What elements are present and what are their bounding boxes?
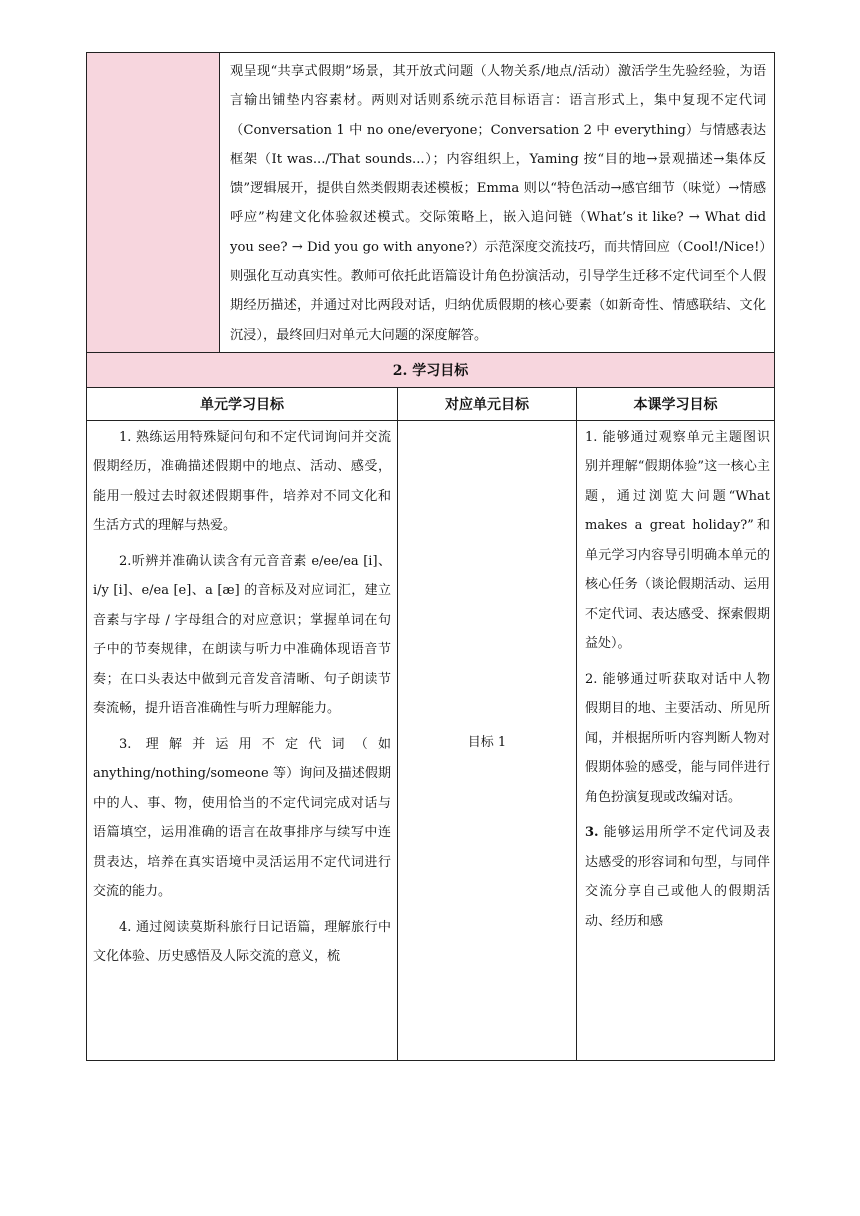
intro-label-cell <box>87 53 220 353</box>
lesson-goal-text: 能够通过听获取对话中人物假期目的地、主要活动、所见所闻，并根据所听内容判断人物对假期体验的感受，能与同伴进行角色扮演复现或改编对话。 <box>585 671 771 805</box>
lesson-goal-item <box>585 423 770 659</box>
col-header-lesson-goals: 本课学习目标 <box>577 387 775 420</box>
unit-goal-item: 1. 熟练运用特殊疑问句和不定代词询问并交流假期经历，准确描述假期中的地点、活动、感受，能用一般过去时叙述假期事件，培养对不同文化和生活方式的理解与热爱。 <box>93 429 391 534</box>
unit-goal-item: 2.听辨并准确认读含有元音音素 e/ee/ea [i]、i/y [i]、e/ea [e]、a [æ] 的音标及对应词汇，建立音素与字母 / 字母组合的对应意识；掌握单词在句子中的节奏规律，在朗读与听力中准确体现语音节奏；在口头表达中做到元音发音清晰、句子朗读节奏流畅，提升语音准确性与听力理解能力。 <box>93 553 391 717</box>
col-header-unit-goals: 单元学习目标 <box>87 387 398 420</box>
intro-row <box>87 53 775 353</box>
lesson-goal-item <box>585 818 770 936</box>
lesson-goal-item <box>585 665 770 813</box>
unit-goal-item: 4. 通过阅读莫斯科旅行日记语篇，理解旅行中文化体验、历史感悟及人际交流的意义，梳 <box>93 919 391 965</box>
lesson-goal-num: 3. <box>585 825 599 841</box>
lesson-plan-table <box>86 52 775 1061</box>
mapped-goal-cell <box>398 420 577 1060</box>
section-title: 2. 学习目标 <box>87 352 775 387</box>
unit-goals-cell <box>87 420 398 1060</box>
unit-goal-item: 3. 理解并运用不定代词（如 anything/nothing/someone 等）询问及描述假期中的人、事、物，使用恰当的不定代词完成对话与语篇填空，运用准确的语言在故事排序与续写中连贯表达，培养在真实语境中灵活运用不定代词进行交流的能力。 <box>93 736 391 900</box>
section-header-row <box>87 352 775 387</box>
intro-text: 观呈现“共享式假期”场景，其开放式问题（人物关系/地点/活动）激活学生先验经验，为语言输出铺垫内容素材。两则对话则系统示范目标语言：语言形式上，集中复现不定代词（Conversation 1 中 no one/everyone；Conversation 2 中 everything）与情感表达框架（It was.../That sounds...）；内容组织上，Yaming 按“目的地→景观描述→集体反馈”逻辑展开，提供自然类假期表述模板；Emma 则以“特色活动→感官细节（味觉）→情感呼应”构建文化体验叙述模式。交际策略上，嵌入追问链（What’s it like? → What did you see? → Did you go with anyone?）示范深度交流技巧，而共情回应（Cool!/Nice!）则强化互动真实性。教师可依托此语篇设计角色扮演活动，引导学生迁移不定代词至个人假期经历描述，并通过对比两段对话，归纳优质假期的核心要素（如新奇性、情感联结、文化沉浸），最终回归对单元大问题的深度解答。 <box>220 53 775 353</box>
lesson-goal-text: 能够通过观察单元主题图识别并理解“假期体验”这一核心主题，通过浏览大问题“What makes a great holiday?”和单元学习内容导引明确本单元的核心任务（谈论假期活动、运用不定代词、表达感受、探索假期益处）。 <box>585 429 771 652</box>
column-header-row <box>87 387 775 420</box>
lesson-goals-cell <box>577 420 775 1060</box>
goals-row <box>87 420 775 1060</box>
lesson-goal-text: 能够运用所学不定代词及表达感受的形容词和句型，与同伴交流分享自己或他人的假期活动、经历和感 <box>585 825 771 929</box>
mapped-goal: 目标 1 <box>467 734 507 750</box>
lesson-goal-num: 1. <box>585 429 598 445</box>
col-header-mapped-goal: 对应单元目标 <box>398 387 577 420</box>
lesson-goal-num: 2. <box>585 671 598 687</box>
